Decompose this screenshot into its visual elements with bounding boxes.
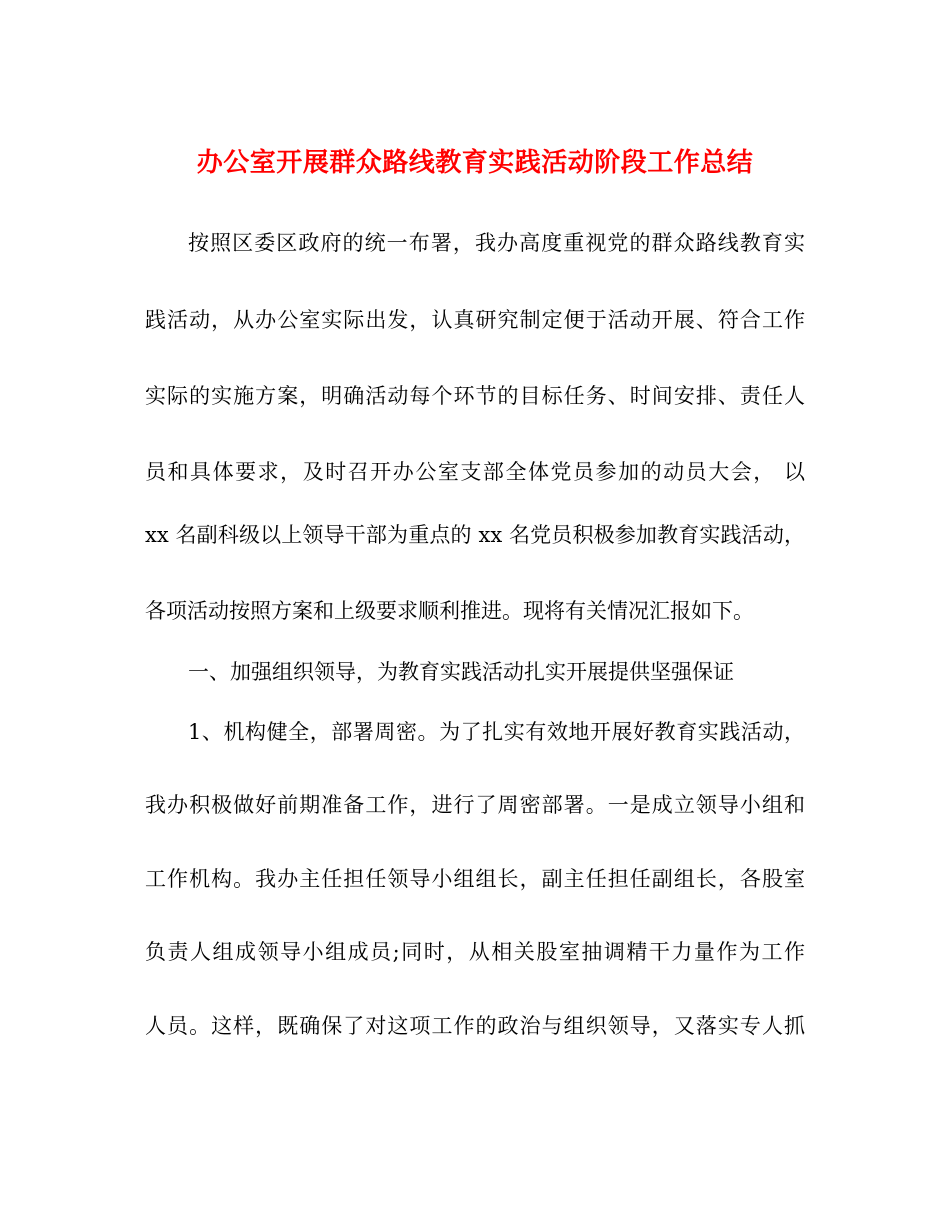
body-line-2: 践活动，从办公室实际出发，认真研究制定便于活动开展、符合工作 [145, 308, 805, 332]
body-line-8: 1、机构健全，部署周密。为了扎实有效地开展好教育实践活动， [188, 720, 805, 744]
body-line-5: xx 名副科级以上领导干部为重点的 xx 名党员积极参加教育实践活动， [145, 523, 805, 547]
body-line-12: 人员。这样，既确保了对这项工作的政治与组织领导，又落实专人抓 [145, 1014, 805, 1038]
body-line-11: 负责人组成领导小组成员;同时，从相关股室抽调精干力量作为工作 [145, 940, 805, 964]
document-title: 办公室开展群众路线教育实践活动阶段工作总结 [196, 148, 754, 178]
body-line-3: 实际的实施方案，明确活动每个环节的目标任务、时间安排、责任人 [145, 384, 805, 408]
body-line-6: 各项活动按照方案和上级要求顺利推进。现将有关情况汇报如下。 [145, 599, 754, 623]
body-line-9: 我办积极做好前期准备工作，进行了周密部署。一是成立领导小组和 [145, 793, 805, 817]
section-heading-1: 一、加强组织领导，为教育实践活动扎实开展提供坚强保证 [188, 660, 734, 684]
body-line-4: 员和具体要求，及时召开办公室支部全体党员参加的动员大会， 以 [145, 460, 805, 484]
body-line-10: 工作机构。我办主任担任领导小组组长，副主任担任副组长，各股室 [145, 867, 805, 891]
body-line-1: 按照区委区政府的统一布署，我办高度重视党的群众路线教育实 [188, 231, 805, 255]
